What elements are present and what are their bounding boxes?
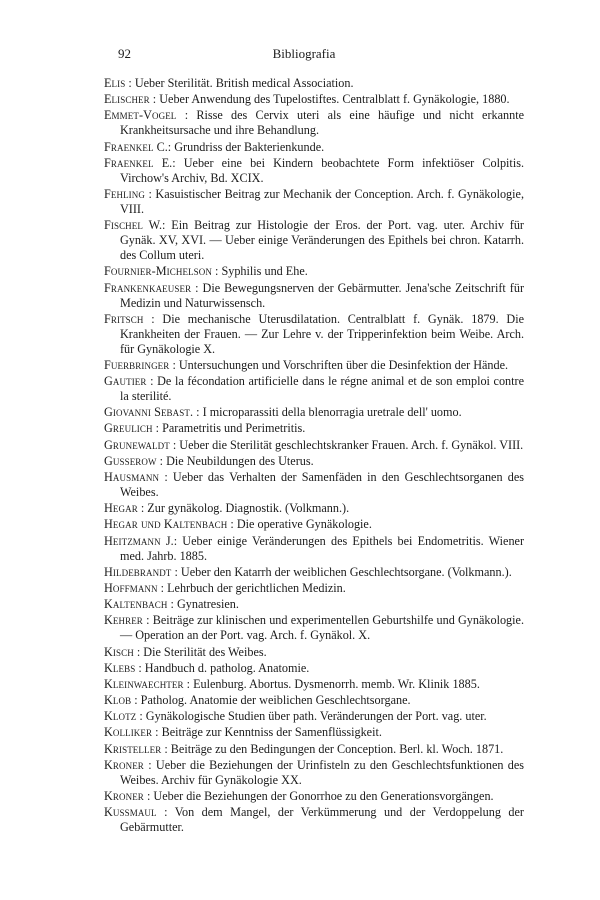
- entry-text: : Beiträge zur klinischen und experimentellen Geburtshilfe und Gynäkologie. — Operation an der Port. vag. Arch. f. Gynäkol. X.: [120, 613, 524, 643]
- entry-author: Emmet-Vogel: [104, 108, 177, 123]
- entry-author: Elis: [104, 76, 126, 90]
- bibliography-entry: [104, 421, 524, 436]
- bibliography-entry: [104, 312, 524, 357]
- bibliography-entry: [104, 661, 524, 676]
- bibliography-entry: [104, 405, 524, 420]
- entry-author: Giovanni Sebast.: [104, 405, 194, 420]
- entry-author: Gautier: [104, 374, 147, 389]
- bibliography-entry: [104, 693, 524, 708]
- bibliography-entry: [104, 677, 524, 692]
- entry-author: Fuerbringer: [104, 357, 170, 372]
- entry-author: Greulich: [104, 421, 153, 436]
- entry-author: Frankenkaeuser: [104, 280, 192, 295]
- entry-author: Hegar und Kaltenbach: [104, 517, 228, 532]
- entry-text: : Die mechanische Uterusdilatation. Centralblatt f. Gynäk. 1879. Die Krankheiten der Frauen. — Zur Lehre v. der Tripperinfektion beim Weibe. Arch. für Gynäkologie X.: [120, 311, 525, 356]
- entry-text: : Ueber die Beziehungen der Urinfisteln zu den Geschlechtsfunktionen des Weibes. Archiv für Gynäkologie XX.: [120, 757, 524, 787]
- entry-text: : Gynatresien.: [170, 597, 239, 612]
- bibliography-entry: [104, 742, 524, 757]
- bibliography-entry: [104, 805, 524, 835]
- entry-text: : Ueber Sterilität. British medical Association.: [128, 76, 354, 90]
- entry-author: Heitzmann: [104, 533, 161, 548]
- bibliography-entry: [104, 758, 524, 788]
- entry-text: : Ueber die Sterilität geschlechtskranker Frauen. Arch. f. Gynäkol. VIII.: [172, 437, 524, 452]
- entry-text: E.: Ueber eine bei Kindern beobachtete Form infektiöser Colpitis. Virchow's Archiv, Bd. XCIX.: [120, 155, 524, 185]
- entry-text: : Ueber den Katarrh der weiblichen Geschlechtsorgane. (Volkmann.).: [174, 564, 512, 579]
- bibliography-entry: [104, 709, 524, 724]
- entry-author: Kleinwaechter: [104, 676, 184, 691]
- entry-text: : Kasuistischer Beitrag zur Mechanik der Conception. Arch. f. Gynäkologie, VIII.: [120, 186, 524, 216]
- entry-author: Kroner: [104, 789, 144, 803]
- entry-text: W.: Ein Beitrag zur Histologie der Eros. der Port. vag. uter. Archiv für Gynäk. XV, XVI. — Ueber einige Veränderungen des Epithels bei chron. Katarrh. des Collum uteri.: [120, 218, 524, 263]
- entry-text: : Patholog. Anatomie der weiblichen Geschlechtsorgane.: [134, 693, 411, 708]
- entry-author: Hegar: [104, 501, 138, 516]
- entry-text: : Die operative Gynäkologie.: [230, 517, 372, 532]
- bibliography-entry: [104, 454, 524, 469]
- entry-author: Fournier-Michelson: [104, 264, 212, 279]
- entry-author: Kaltenbach: [104, 597, 168, 612]
- bibliography-entry: [104, 140, 524, 155]
- entry-text: : Zur gynäkolog. Diagnostik. (Volkmann.).: [140, 501, 350, 516]
- entry-text: : Beiträge zur Kenntniss der Samenflüssigkeit.: [155, 725, 382, 740]
- entry-author: Klotz: [104, 709, 137, 724]
- bibliography-entry: [104, 470, 524, 500]
- entry-text: : Ueber Anwendung des Tupelostiftes. Centralblatt f. Gynäkologie, 1880.: [152, 92, 510, 107]
- entry-author: Hildebrandt: [104, 564, 172, 579]
- entry-author: Fraenkel: [104, 155, 154, 170]
- entry-text: : Parametritis und Perimetritis.: [155, 421, 306, 436]
- entry-text: : I microparassiti della blenorragia uretrale dell' uomo.: [196, 405, 462, 420]
- entry-author: Kisch: [104, 644, 134, 659]
- entry-author: Kroner: [104, 757, 144, 772]
- entry-text: : Gynäkologische Studien über path. Veränderungen der Port. vag. uter.: [139, 709, 487, 724]
- bibliography-entry: [104, 108, 524, 138]
- bibliography-entry: [104, 565, 524, 580]
- entry-author: Klebs: [104, 660, 136, 675]
- bibliography-entry: [104, 613, 524, 643]
- entry-text: : Die Bewegungsnerven der Gebärmutter. Jena'sche Zeitschrift für Medizin und Naturwissensch.: [120, 280, 525, 310]
- bibliography-entry: [104, 597, 524, 612]
- page-title: Bibliografia: [272, 46, 336, 61]
- entry-author: Fischel: [104, 218, 143, 233]
- bibliography-entry: [104, 645, 524, 660]
- entry-author: Hausmann: [104, 470, 160, 484]
- bibliography-entry: [104, 517, 524, 532]
- entry-author: Hoffmann: [104, 580, 158, 595]
- entry-author: Kussmaul: [104, 805, 157, 820]
- bibliography-entry: [104, 281, 524, 311]
- bibliography-entry: [104, 581, 524, 596]
- entry-text: : Ueber die Beziehungen der Gonorrhoe zu den Generationsvorgängen.: [146, 789, 494, 803]
- bibliography-entry: [104, 187, 524, 217]
- bibliography-entry: [104, 725, 524, 740]
- entry-author: Grunewaldt: [104, 437, 170, 452]
- entry-text: : Handbuch d. patholog. Anatomie.: [138, 660, 310, 675]
- bibliography-entry: [104, 218, 524, 263]
- bibliography-entry: [104, 438, 524, 453]
- bibliography-entry: [104, 789, 524, 804]
- page-number: 92: [118, 46, 131, 61]
- entry-text: : Syphilis und Ehe.: [215, 264, 308, 279]
- entry-author: Elischer: [104, 92, 150, 107]
- bibliography-entry: [104, 156, 524, 186]
- entry-author: Kristeller: [104, 741, 162, 756]
- entry-text: J.: Ueber einige Veränderungen des Epithels bei Endometritis. Wiener med. Jahrb. 1885.: [120, 533, 524, 563]
- entry-text: : Lehrbuch der gerichtlichen Medizin.: [160, 580, 346, 595]
- bibliography-entry: [104, 534, 524, 564]
- entry-author: Gusserow: [104, 453, 157, 468]
- entry-text: : Beiträge zu den Bedingungen der Conception. Berl. kl. Woch. 1871.: [164, 741, 504, 756]
- entry-author: Klob: [104, 693, 132, 708]
- entry-author: Fritsch: [104, 311, 144, 326]
- page-header: [104, 46, 504, 66]
- entry-text: : Die Neubildungen des Uterus.: [159, 453, 314, 468]
- entry-text: : Risse des Cervix uteri als eine häufige und nicht erkannte Krankheitsursache und ihre Behandlung.: [120, 108, 524, 138]
- entry-author: Kolliker: [104, 725, 153, 740]
- entry-text: : Untersuchungen und Vorschriften über die Desinfektion der Hände.: [172, 357, 509, 372]
- entry-text: : Von dem Mangel, der Verkümmerung und der Verdoppelung der Gebärmutter.: [120, 805, 524, 835]
- bibliography-entry: [104, 501, 524, 516]
- bibliography-entry: [104, 264, 524, 279]
- entry-text: : Eulenburg. Abortus. Dysmenorrh. memb. Wr. Klinik 1885.: [186, 676, 480, 691]
- entry-text: : De la fécondation artificielle dans le régne animal et de son emploi contre la sterilité.: [120, 374, 525, 404]
- entry-author: Fehling: [104, 186, 145, 201]
- bibliography-entry: [104, 92, 524, 107]
- bibliography-entry: [104, 76, 524, 91]
- bibliography-list: [104, 76, 524, 836]
- entry-text: : Die Sterilität des Weibes.: [136, 644, 267, 659]
- entry-author: Kehrer: [104, 613, 143, 628]
- bibliography-entry: [104, 358, 524, 373]
- entry-text: : Ueber das Verhalten der Samenfäden in den Geschlechtsorganen des Weibes.: [120, 470, 525, 499]
- entry-text: C.: Grundriss der Bakterienkunde.: [156, 139, 325, 154]
- bibliography-entry: [104, 374, 524, 404]
- entry-author: Fraenkel: [104, 139, 154, 154]
